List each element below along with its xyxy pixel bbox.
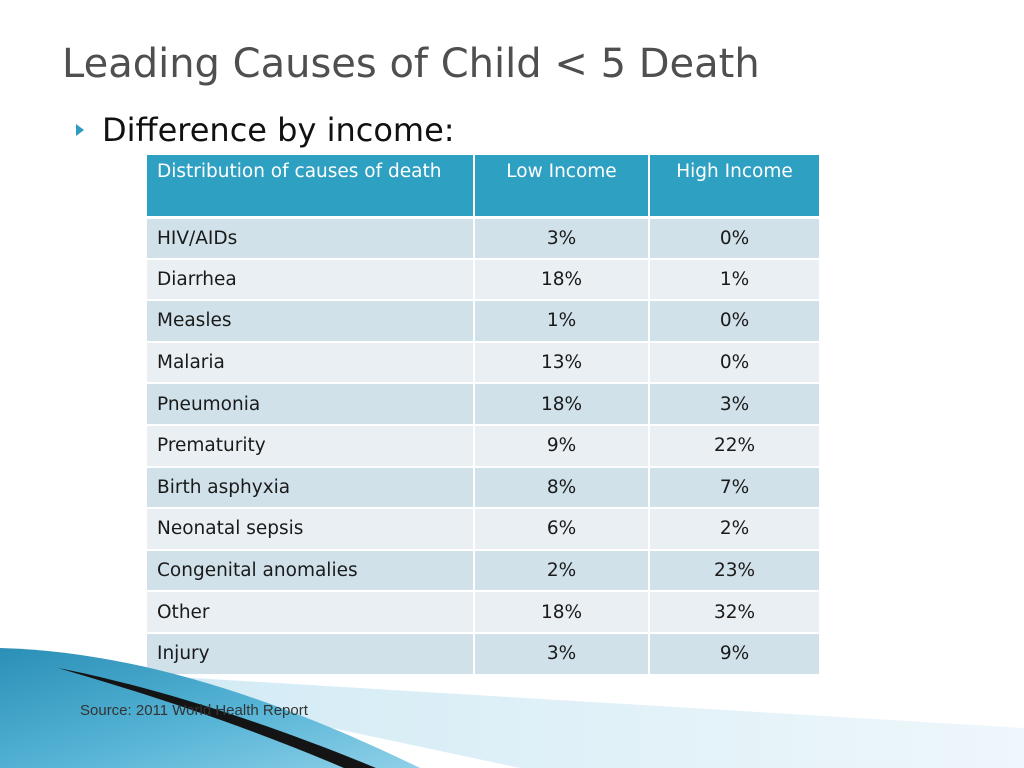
low-income-cell: 18% [474, 383, 649, 425]
high-income-cell: 32% [649, 591, 820, 633]
header-low-income: Low Income [474, 154, 649, 217]
high-income-cell: 3% [649, 383, 820, 425]
header-cause: Distribution of causes of death [146, 154, 474, 217]
cause-cell: Pneumonia [146, 383, 474, 425]
high-income-cell: 22% [649, 425, 820, 467]
bullet-text: Difference by income: [102, 111, 455, 149]
high-income-cell: 0% [649, 300, 820, 342]
low-income-cell: 8% [474, 467, 649, 509]
cause-cell: Measles [146, 300, 474, 342]
high-income-cell: 7% [649, 467, 820, 509]
cause-cell: Diarrhea [146, 259, 474, 301]
low-income-cell: 13% [474, 342, 649, 384]
high-income-cell: 23% [649, 550, 820, 592]
high-income-cell: 1% [649, 259, 820, 301]
cause-cell: Birth asphyxia [146, 467, 474, 509]
cause-cell: Injury [146, 633, 474, 675]
low-income-cell: 3% [474, 633, 649, 675]
low-income-cell: 1% [474, 300, 649, 342]
high-income-cell: 9% [649, 633, 820, 675]
high-income-cell: 0% [649, 342, 820, 384]
low-income-cell: 6% [474, 508, 649, 550]
high-income-cell: 2% [649, 508, 820, 550]
low-income-cell: 18% [474, 591, 649, 633]
cause-cell: Neonatal sepsis [146, 508, 474, 550]
low-income-cell: 9% [474, 425, 649, 467]
header-high-income: High Income [649, 154, 820, 217]
low-income-cell: 2% [474, 550, 649, 592]
slide-title: Leading Causes of Child < 5 Death [62, 41, 760, 87]
low-income-cell: 18% [474, 259, 649, 301]
cause-cell: HIV/AIDs [146, 217, 474, 259]
low-income-cell: 3% [474, 217, 649, 259]
cause-cell: Congenital anomalies [146, 550, 474, 592]
cause-cell: Other [146, 591, 474, 633]
source-note: Source: 2011 World Health Report [80, 702, 308, 719]
cause-cell: Malaria [146, 342, 474, 384]
cause-cell: Prematurity [146, 425, 474, 467]
high-income-cell: 0% [649, 217, 820, 259]
